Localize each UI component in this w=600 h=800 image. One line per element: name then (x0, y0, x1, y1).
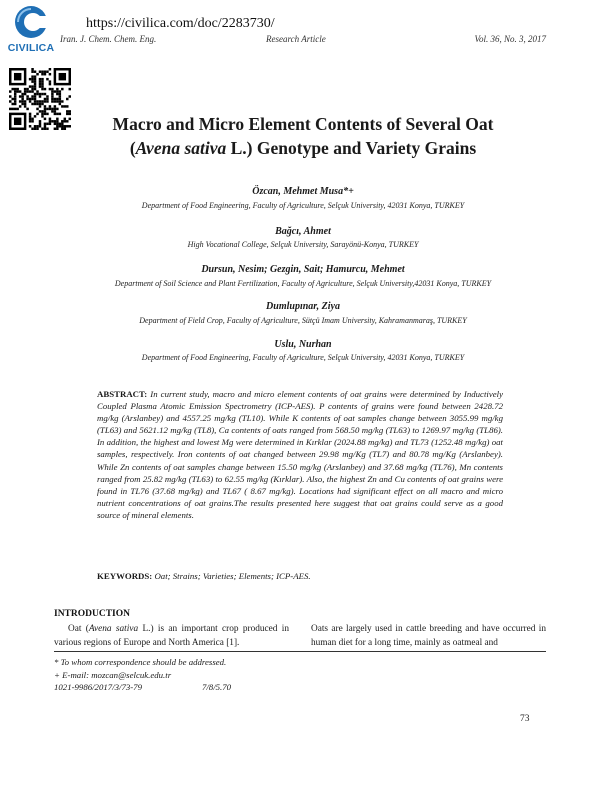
paper-title (60, 112, 546, 160)
abstract-text: In current study, macro and micro element contents of oat grains were determined by Inductively Coupled Plasma Atomic Emission Spectrometry (ICP-AES). P contents of grains were found between 2428.72 mg/kg (Arslanbey) and 4557.25 mg/kg (TL10). While K contents of oat samples change between 3055.99 mg/kg (TL63) and 5621.12 mg/kg (TL8), Ca contents of oats ranged from 568.50 mg/kg (TL63) to 1269.97 mg/kg (TL86). In addition, the highest and lowest Mg were determined in Kırklar (2024.88 mg/kg) and TL73 (1252.48 mg/kg) oat samples, respectively. Iron contents of oat changed between 29.98 mg/Kg (TL7) and 80.78 mg/Kg (Arslanbey). While Zn contents of oat samples change between 15.50 mg/kg (Arslanbey) and 37.68 mg/kg (TL76), Mn contents ranged from 25.82 mg/kg (TL63) to 62.55 mg/kg (Kırklar). Also, the highest Zn and Cu contents of oat grains were found in TL76 (37.68 mg/kg) and TL67 ( 8.67 mg/kg). Locations had significant effect on all macro and micro nutrient concentrations of oat grains.The results presented here suggest that oat grains could serve as a good source of mineral elements. (97, 389, 503, 520)
section-heading: INTRODUCTION (54, 609, 131, 619)
email-note: + E-mail: mozcan@selcuk.edu.tr (54, 669, 172, 680)
footnotes (54, 656, 354, 694)
intro-column-left: Oat (Avena sativa L.) is an important crop produced in various regions of Europe and North America [1]. (54, 624, 290, 648)
author-name: Dumlupınar, Ziya (266, 301, 340, 312)
author-affiliation: Department of Food Engineering, Faculty of Agriculture, Selçuk University, 42031 Konya, TURKEY (141, 353, 465, 362)
document-url[interactable]: https://civilica.com/doc/2283730/ (86, 16, 275, 31)
keywords-text: Oat; Strains; Varieties; Elements; ICP-AES. (154, 571, 311, 581)
title-line-1: Macro and Micro Element Contents of Several Oat (112, 114, 494, 134)
intro-column-right: Oats are largely used in cattle breeding and have occurred in human diet for a long time, mainly as oatmeal and (311, 624, 546, 648)
keywords-label: KEYWORDS: (97, 571, 155, 581)
title-line-2: (Avena sativa L.) Genotype and Variety Grains (129, 138, 477, 158)
author-affiliation: Department of Soil Science and Plant Fertilization, Faculty of Agriculture, Selçuk University,42031 Konya, TURKEY (114, 279, 492, 288)
article-type: Research Article (266, 34, 326, 44)
footnote-divider (54, 651, 546, 652)
abstract-label: ABSTRACT: (97, 389, 151, 399)
article-code-line (54, 681, 354, 694)
author-affiliation: High Vocational College, Selçuk University, Sarayönü-Konya, TURKEY (187, 240, 419, 249)
page-number: 73 (520, 714, 530, 724)
article-price: 7/8/5.70 (201, 682, 232, 693)
volume-issue: Vol. 36, No. 3, 2017 (474, 34, 546, 44)
civilica-logo[interactable] (4, 4, 58, 56)
author-name: Uslu, Nurhan (274, 339, 332, 350)
correspondence-note: * To whom correspondence should be addressed. (54, 657, 227, 667)
article-code: 1021-9986/2017/3/73-79 (54, 682, 142, 693)
abstract (97, 388, 503, 521)
running-head (60, 34, 546, 48)
author-name: Özcan, Mehmet Musa*+ (252, 186, 354, 197)
author-name: Dursun, Nesim; Gezgin, Sait; Hamurcu, Mehmet (201, 264, 405, 275)
author-affiliation: Department of Field Crop, Faculty of Agriculture, Sütçü Imam University, Kahramanmaraş, TURKEY (139, 316, 467, 325)
civilica-logo-icon (10, 4, 52, 40)
author-affiliation: Department of Food Engineering, Faculty of Agriculture, Selçuk University, 42031 Konya, TURKEY (141, 201, 465, 210)
author-name: Bağcı, Ahmet (275, 226, 331, 237)
species-name: Avena sativa (135, 138, 227, 158)
keywords (97, 571, 503, 581)
journal-name: Iran. J. Chem. Chem. Eng. (60, 34, 157, 44)
logo-text: CIVILICA (7, 42, 55, 54)
